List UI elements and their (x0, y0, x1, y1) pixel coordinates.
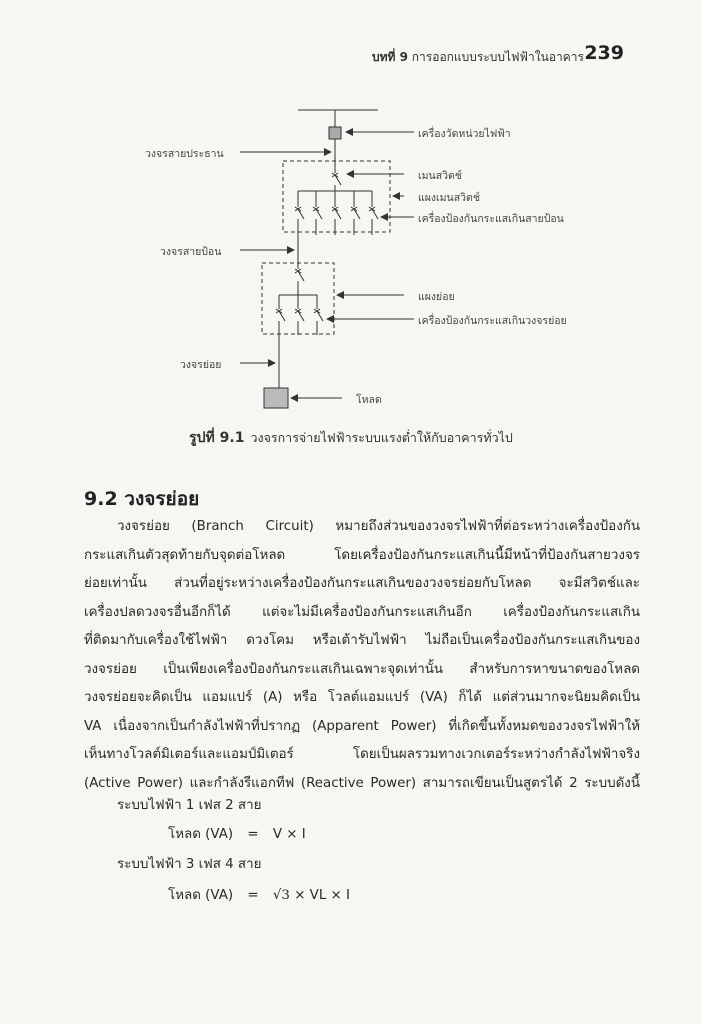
single-phase-lhs: โหลด (VA) (168, 827, 234, 842)
caption-number: รูปที่ 9.1 (189, 430, 245, 446)
main-panel-box (283, 161, 390, 232)
label-service-circuit: วงจรสายประธาน (145, 148, 224, 160)
figure-caption (0, 427, 702, 449)
label-sub-panel: แผงย่อย (418, 291, 455, 303)
three-phase-formula (168, 884, 350, 905)
chapter-label: บทที่ 9 (371, 50, 408, 64)
label-main-switch: เมนสวิตช์ (418, 170, 462, 182)
paragraph-line: เครื่องปลดวงจรอื่นอีกก็ได้ แต่จะไม่มีเครื่องป้องกันกระแสเกินอีก เครื่องป้องกันกระแสเกิน (84, 604, 640, 620)
label-feeder-breakers: เครื่องป้องกันกระแสเกินสายป้อน (418, 213, 564, 225)
paragraph-line: เห็นทางโวลต์มิเตอร์และแอมป์มิเตอร์ โดยเป็นผลรวมทางเวกเตอร์ระหว่างกำลังไฟฟ้าจริง (84, 747, 640, 762)
load-symbol (264, 388, 288, 408)
three-phase-heading: ระบบไฟฟ้า 3 เฟส 4 สาย (117, 857, 262, 872)
single-phase-heading: ระบบไฟฟ้า 1 เฟส 2 สาย (117, 798, 262, 813)
body-paragraph (84, 513, 640, 798)
label-branch-breakers: เครื่องป้องกันกระแสเกินวงจรย่อย (418, 315, 567, 327)
feeder-breakers (295, 191, 378, 235)
sqrt-three: √3 (272, 888, 290, 903)
label-feeder-circuit: วงจรสายป้อน (160, 246, 222, 258)
label-load: โหลด (356, 394, 382, 406)
paragraph-line: วงจรย่อย เป็นเพียงเครื่องป้องกันกระแสเกินเฉพาะจุดเท่านั้น สำหรับการหาขนาดของโหลด (84, 661, 640, 677)
paragraph-line: (Active Power) และกำลังรีแอกทีฟ (Reactive Power) สามารถเขียนเป็นสูตรได้ 2 ระบบดังนี้ (84, 775, 640, 791)
diagram-drawing (0, 95, 702, 420)
page-number: 239 (584, 42, 624, 64)
three-phase-lhs: โหลด (VA) (168, 888, 234, 903)
paragraph-line: กระแสเกินตัวสุดท้ายกับจุดต่อโหลด โดยเครื่องป้องกันกระแสเกินนี้มีหน้าที่ป้องกันสายวงจร (84, 547, 640, 563)
chapter-heading (372, 48, 584, 67)
single-phase-equals: = (247, 827, 259, 842)
paragraph-line: ย่อยเท่านั้น ส่วนที่อยู่ระหว่างเครื่องป้องกันกระแสเกินของวงจรย่อยกับโหลด จะมีสวิตช์และ (84, 576, 640, 591)
single-phase-rhs: V × I (272, 827, 306, 842)
branch-breakers (276, 295, 323, 335)
section-title: 9.2 วงจรย่อย (84, 488, 200, 510)
paragraph-line: วงจรย่อย (Branch Circuit) หมายถึงส่วนของวงจรไฟฟ้าที่ต่อระหว่างเครื่องป้องกัน (117, 519, 640, 534)
paragraph-line: ที่ติดมากับเครื่องใช้ไฟฟ้า ดวงโคม หรือเต้ารับไฟฟ้า ไม่ถือเป็นเครื่องป้องกันกระแสเกินของ (84, 633, 640, 648)
single-phase-formula (168, 823, 306, 844)
distribution-diagram (0, 95, 702, 420)
caption-text: วงจรการจ่ายไฟฟ้าระบบแรงต่ำให้กับอาคารทั่วไป (250, 430, 513, 445)
paragraph-line: วงจรย่อยจะคิดเป็น แอมแปร์ (A) หรือ โวลต์แอมแปร์ (VA) ก็ได้ แต่ส่วนมากจะนิยมคิดเป็น (84, 690, 640, 705)
chapter-title: การออกแบบระบบไฟฟ้าในอาคาร (411, 50, 584, 64)
three-phase-rhs: × VL × I (294, 888, 350, 903)
running-header (0, 40, 702, 70)
label-meter: เครื่องวัดหน่วยไฟฟ้า (418, 128, 511, 140)
paragraph-line: VA เนื่องจากเป็นกำลังไฟฟ้าที่ปรากฏ (Apparent Power) ที่เกิดขึ้นทั้งหมดของวงจรไฟฟ้าให้ (84, 718, 640, 734)
label-main-panel: แผงเมนสวิตช์ (418, 192, 480, 204)
label-branch-circuit: วงจรย่อย (180, 359, 222, 371)
meter-symbol (329, 127, 341, 139)
three-phase-equals: = (247, 888, 259, 903)
